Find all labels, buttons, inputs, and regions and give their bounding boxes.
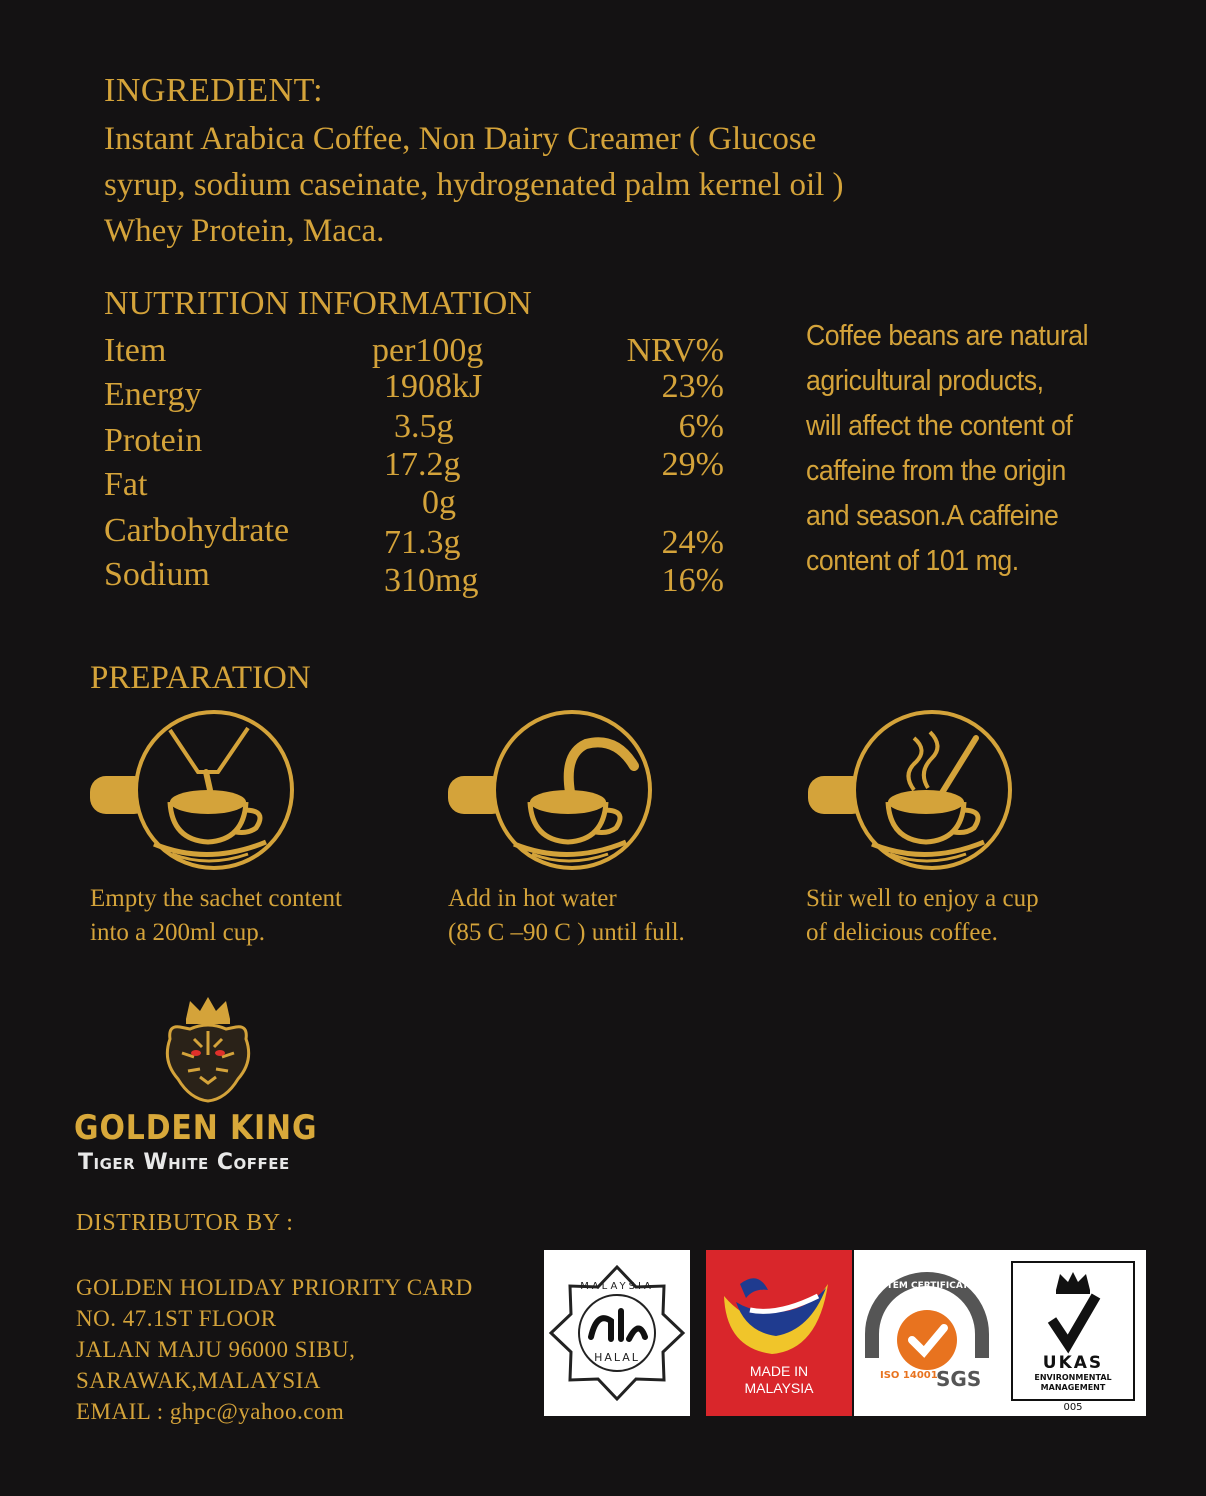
malaysia-label: MALAYSIA — [744, 1380, 814, 1396]
row-item: Carbohydrate — [104, 512, 290, 549]
step-line: Stir well to enjoy a cup — [806, 885, 1039, 912]
distributor-heading: DISTRIBUTOR BY : — [76, 1210, 294, 1236]
step-2-text — [448, 882, 685, 950]
address-line: SARAWAK,MALAYSIA — [76, 1368, 321, 1393]
ingredient-line: Instant Arabica Coffee, Non Dairy Creamer ( Glucose — [104, 121, 817, 157]
nutrition-header-row — [104, 332, 744, 372]
caffeine-note-line: agricultural products, — [806, 365, 1044, 397]
row-item: Protein — [104, 422, 203, 459]
table-row — [104, 512, 744, 561]
ingredient-heading: INGREDIENT: — [104, 72, 324, 109]
caffeine-note-line: content of 101 mg. — [806, 545, 1019, 577]
row-per100g: 71.3g — [384, 524, 461, 561]
distributor-address — [76, 1272, 473, 1427]
step-3-text — [806, 882, 1039, 950]
made-in-label: MADE IN — [749, 1363, 809, 1379]
ukas-line-2: MANAGEMENT — [1040, 1383, 1106, 1392]
row-nrv: 16% — [661, 562, 724, 599]
brand-subtitle: Tiger White Coffee — [78, 1150, 290, 1175]
step-1-text — [90, 882, 342, 950]
crowned-tiger-icon — [160, 995, 256, 1108]
cup-stir-icon — [806, 710, 1026, 870]
caffeine-note — [806, 314, 1110, 584]
row-nrv: 23% — [661, 368, 724, 405]
row-nrv: 29% — [661, 446, 724, 483]
row-per100g: 3.5g — [394, 408, 454, 445]
column-nrv: NRV% — [626, 332, 724, 369]
caffeine-note-line: caffeine from the origin — [806, 455, 1066, 487]
address-line: EMAIL : ghpc@yahoo.com — [76, 1399, 345, 1424]
halal-arc-text: MALAYSIA — [580, 1281, 654, 1292]
ukas-number: 005 — [1063, 1402, 1083, 1413]
nutrition-heading: NUTRITION INFORMATION — [104, 285, 532, 322]
ukas-crown-icon — [1000, 1250, 1146, 1416]
step-line: Empty the sachet content — [90, 885, 343, 912]
table-row — [104, 556, 744, 599]
iso-label: ISO 14001 — [880, 1370, 938, 1381]
column-item: Item — [104, 332, 167, 369]
row-nrv: 24% — [661, 524, 724, 561]
sgs-iso-icon — [854, 1250, 1000, 1416]
brand-name: GOLDEN KING — [74, 1108, 318, 1148]
sgs-arc-text: SYSTEM CERTIFICATION — [867, 1281, 987, 1291]
made-in-malaysia-icon — [706, 1250, 852, 1416]
cup-pour-water-icon — [446, 710, 666, 870]
row-per100g: 17.2g — [384, 446, 461, 483]
row-per100g: 310mg — [384, 562, 479, 599]
address-line: NO. 47.1ST FLOOR — [76, 1306, 277, 1331]
caffeine-note-line: will affect the content of — [806, 410, 1073, 442]
sgs-label: SGS — [936, 1367, 982, 1391]
caffeine-note-line: Coffee beans are natural — [806, 320, 1089, 352]
halal-malaysia-icon — [544, 1250, 690, 1416]
caffeine-note-line: and season.A caffeine — [806, 500, 1059, 532]
cup-pour-powder-icon — [88, 710, 308, 870]
row-nrv: 6% — [678, 408, 724, 445]
row-item: Energy — [104, 376, 202, 413]
step-line: into a 200ml cup. — [90, 919, 265, 946]
ingredient-text — [104, 116, 1104, 254]
column-per100g: per100g — [372, 332, 484, 369]
row-item: Fat — [104, 466, 148, 503]
ingredient-line: Whey Protein, Maca. — [104, 213, 385, 249]
ukas-label: UKAS — [1042, 1353, 1104, 1373]
step-line: (85 C –90 C ) until full. — [448, 919, 685, 946]
address-line: GOLDEN HOLIDAY PRIORITY CARD — [76, 1275, 473, 1300]
step-line: Add in hot water — [448, 885, 617, 912]
row-item: Sodium — [104, 556, 210, 593]
preparation-heading: PREPARATION — [90, 660, 311, 696]
row-per100g: 0g — [422, 484, 456, 521]
row-per100g: 1908kJ — [384, 368, 483, 405]
step-line: of delicious coffee. — [806, 919, 998, 946]
address-line: JALAN MAJU 96000 SIBU, — [76, 1337, 356, 1362]
ukas-line-1: ENVIRONMENTAL — [1034, 1373, 1112, 1382]
ingredient-line: syrup, sodium caseinate, hydrogenated palm kernel oil ) — [104, 167, 844, 203]
halal-label: HALAL — [594, 1351, 640, 1364]
